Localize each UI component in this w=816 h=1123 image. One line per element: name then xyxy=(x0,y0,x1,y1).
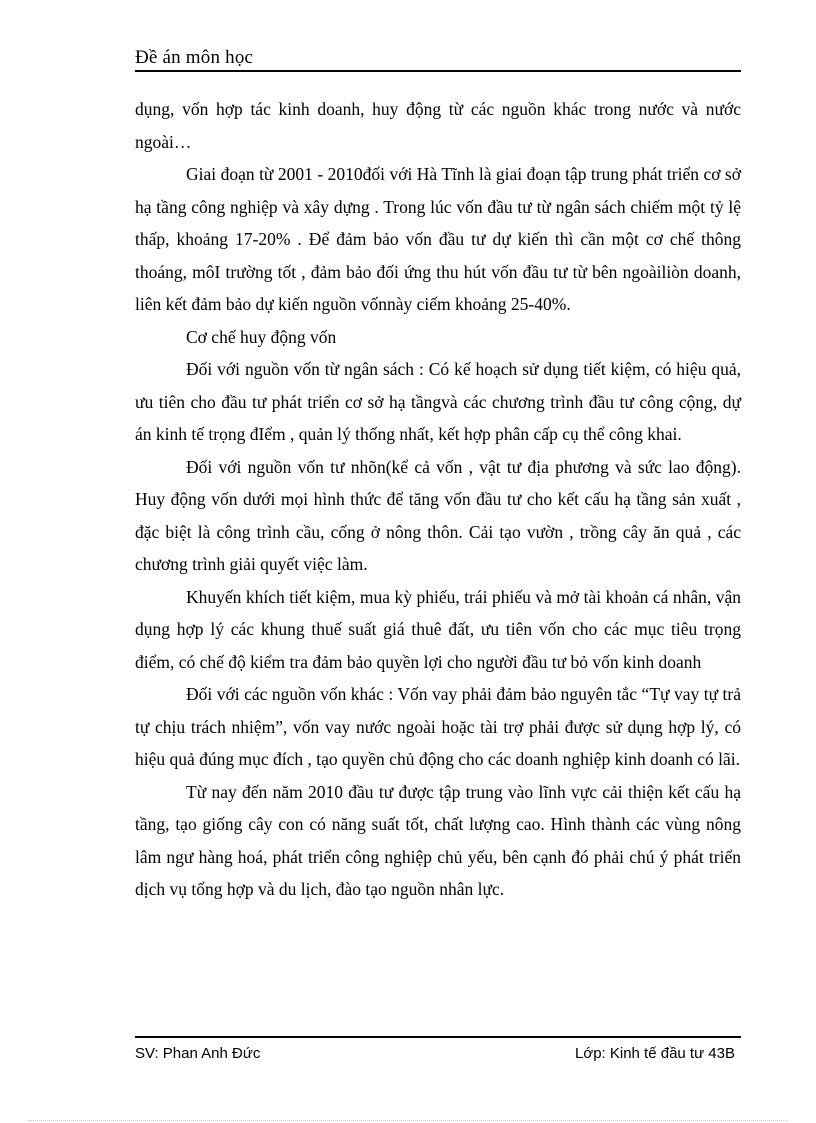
header-divider xyxy=(135,70,741,72)
footer-class-name: Lớp: Kinh tế đầu tư 43B xyxy=(575,1045,735,1062)
paragraph-other-capital: Đối với các nguồn vốn khác : Vốn vay phải đảm bảo nguyên tắc “Tự vay tự trả tự chịu trách nhiệm”, vốn vay nước ngoài hoặc tài trợ phải được sử dụng hợp lý, có hiệu quả đúng mục đích , tạo quyền chủ động cho các doanh nghiệp kinh doanh có lãi. xyxy=(135,684,741,769)
paragraph-private-capital: Đối với nguồn vốn tư nhõn(kể cả vốn , vật tư địa phương và sức lao động). Huy động vốn dưới mọi hình thức để tăng vốn đầu tư cho kết cấu hạ tầng sản xuất , đặc biệt là công trình cầu, cống ở nông thôn. Cải tạo vườn , trồng cây ăn quả , các chương trình giải quyết việc làm. xyxy=(135,456,741,574)
paragraph-savings-incentives: Khuyến khích tiết kiệm, mua kỳ phiếu, trái phiếu và mở tài khoản cá nhân, vận dụng hợp lý các khung thuế suất giá thuê đất, ưu tiên vốn cho các mục tiêu trọng điểm, có chế độ kiểm tra đảm bảo quyền lợi cho người đầu tư bỏ vốn kinh doanh xyxy=(135,586,741,672)
paragraph-until-2010: Từ nay đến năm 2010 đầu tư được tập trung vào lĩnh vực cải thiện kết cấu hạ tầng, tạo giống cây con có năng suất tốt, chất lượng cao. Hình thành các vùng nông lâm ngư hàng hoá, phát triển công nghiệp chủ yếu, bên cạnh đó phải chú ý phát triển dịch vụ tổng hợp và du lịch, đào tạo nguồn nhân lực. xyxy=(135,781,741,899)
page-header xyxy=(135,46,741,70)
header-title: Đề án môn học xyxy=(135,47,254,68)
footer-divider xyxy=(135,1036,741,1038)
section-heading-mobilization: Cơ chế huy động vốn xyxy=(186,326,337,347)
page-bottom-border xyxy=(28,1120,788,1121)
page-footer xyxy=(135,1043,741,1065)
paragraph-continuation: dụng, vốn hợp tác kinh doanh, huy động từ các nguồn khác trong nước và nước ngoài… xyxy=(135,99,741,152)
paragraph-budget-capital: Đối với nguồn vốn từ ngân sách : Có kế hoạch sử dụng tiết kiệm, có hiệu quả, ưu tiên cho đầu tư phát triển cơ sở hạ tầngvà các chương trình đầu tư công cộng, dự án kinh tế trọng đIểm , quản lý thống nhất, kết hợp phân cấp cụ thể công khai. xyxy=(135,359,741,444)
footer-student-name: SV: Phan Anh Đức xyxy=(135,1045,261,1062)
document-body xyxy=(135,93,741,906)
paragraph-period-2001-2010: Giai đoạn từ 2001 - 2010đối với Hà Tĩnh là giai đoạn tập trung phát triển cơ sở hạ tầng công nghiệp và xây dựng . Trong lúc vốn đầu tư từ ngân sách chiếm một tỷ lệ thấp, khoảng 17-20% . Để đảm bảo vốn đầu tư dự kiến thì cần một cơ chế thông thoáng, môI trường tốt , đảm bảo đối ứng thu hút vốn đầu tư từ bên ngoàiliòn doanh, liên kết đảm bảo dự kiến nguồn vốnnày ciếm khoảng 25-40%. xyxy=(135,164,741,314)
